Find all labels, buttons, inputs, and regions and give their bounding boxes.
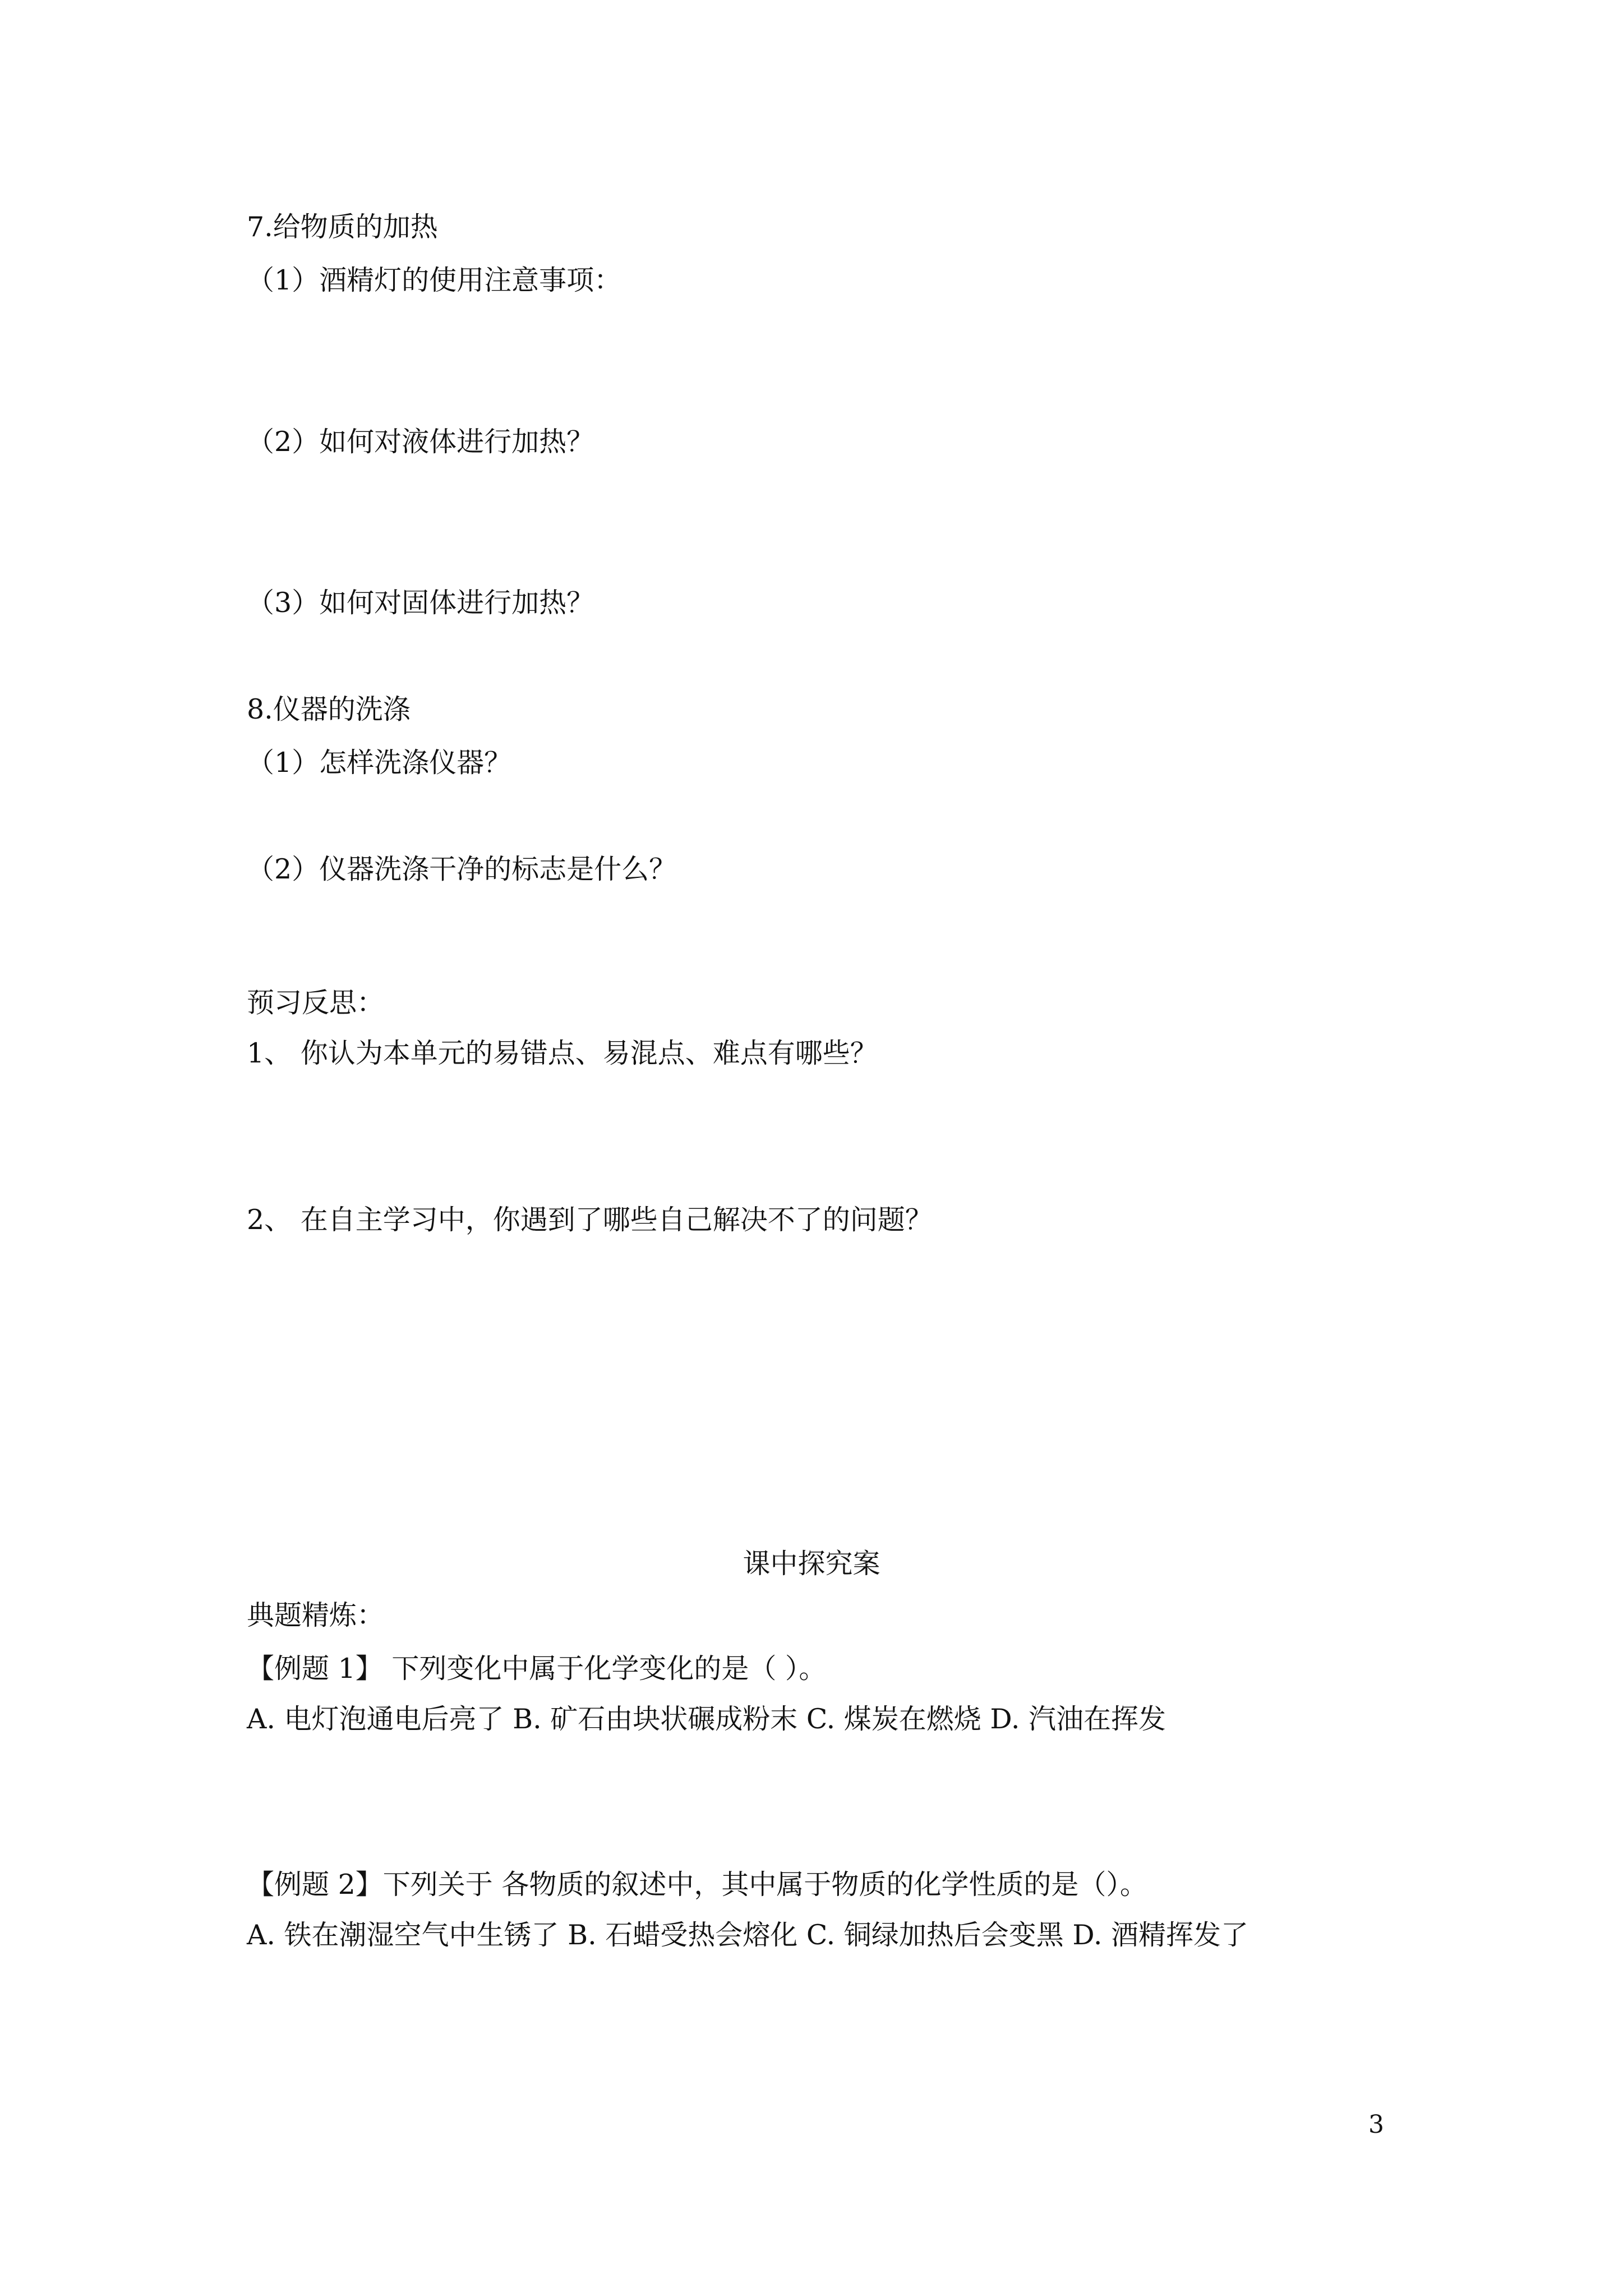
section-8-question-2: （2）仪器洗涤干净的标志是什么？ — [247, 853, 677, 885]
example-1-options: A. 电灯泡通电后亮了 B. 矿石由块状碾成粉末 C. 煤炭在燃烧 D. 汽油在挥发 — [247, 1703, 1166, 1735]
reflection-question-2: 2、 在自主学习中，你遇到了哪些自己解决不了的问题？ — [247, 1204, 933, 1236]
example-2-options: A. 铁在潮湿空气中生锈了 B. 石蜡受热会熔化 C. 铜绿加热后会变黑 D. 酒精挥发了 — [247, 1919, 1249, 1951]
section-7-question-2: （2）如何对液体进行加热？ — [247, 426, 594, 458]
inclass-subheading: 典题精炼： — [247, 1599, 385, 1631]
reflection-question-1: 1、 你认为本单元的易错点、易混点、难点有哪些？ — [247, 1037, 878, 1069]
example-2-question: 【例题 2】下列关于 各物质的叙述中，其中属于物质的化学性质的是（）。 — [247, 1869, 1147, 1901]
section-7-question-1: （1）酒精灯的使用注意事项： — [247, 264, 622, 296]
section-8-question-1: （1）怎样洗涤仪器？ — [247, 747, 512, 779]
example-1-question: 【例题 1】 下列变化中属于化学变化的是（ ）。 — [247, 1653, 827, 1685]
section-7-heading: 7.给物质的加热 — [247, 211, 438, 243]
section-7-question-3: （3）如何对固体进行加热？ — [247, 587, 594, 619]
section-8-heading: 8.仪器的洗涤 — [247, 693, 411, 725]
page-number: 3 — [1368, 2110, 1384, 2139]
inclass-title: 课中探究案 — [743, 1548, 880, 1580]
reflection-heading: 预习反思： — [247, 987, 385, 1019]
